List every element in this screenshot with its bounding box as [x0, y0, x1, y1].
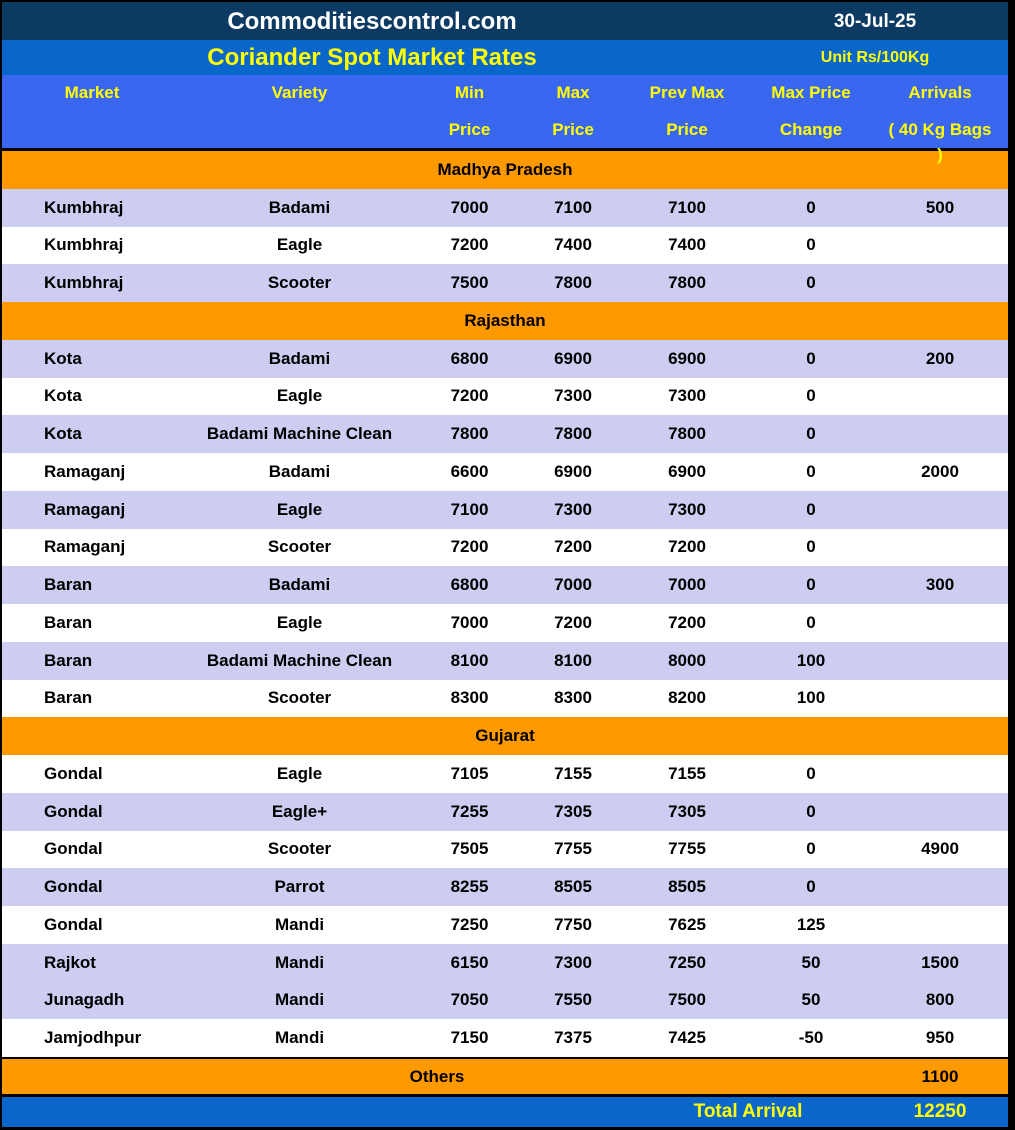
cell-market: Ramaganj: [44, 499, 126, 519]
cell-max-price-change: 100: [796, 650, 826, 670]
col-header-label: ( 40 Kg Bags: [888, 120, 992, 139]
section-title: Rajasthan: [464, 310, 546, 330]
col-header-prev-max-price: [624, 75, 750, 165]
cell-min-price: 7250: [450, 914, 489, 934]
cell-max-price-change: 0: [806, 877, 816, 897]
cell-prev-max-price: 7200: [668, 612, 706, 632]
table-row: [2, 1019, 1008, 1057]
cell-prev-max-price: 7300: [668, 386, 706, 406]
cell-prev-max-price: 7250: [668, 952, 706, 972]
cell-prev-max-price: 7425: [668, 1028, 706, 1048]
title-bar: [2, 40, 1008, 75]
cell-variety: Mandi: [274, 990, 325, 1010]
cell-market: Kumbhraj: [44, 197, 124, 217]
cell-min-price: 7150: [450, 1028, 489, 1048]
cell-arrivals: 800: [925, 990, 955, 1010]
cell-variety: Eagle: [276, 763, 323, 783]
cell-market: Kumbhraj: [44, 273, 124, 293]
table-row: [2, 491, 1008, 529]
cell-variety: Badami Machine Clean: [206, 424, 393, 444]
cell-prev-max-price: 8200: [668, 688, 706, 708]
cell-arrivals: 1500: [921, 952, 959, 972]
cell-variety: Badami: [268, 197, 331, 217]
cell-prev-max-price: 7625: [668, 914, 706, 934]
cell-market: Baran: [44, 688, 93, 708]
cell-market: Baran: [44, 612, 93, 632]
cell-market: Kota: [44, 386, 82, 406]
cell-max-price: 7305: [554, 801, 592, 821]
cell-variety: Eagle+: [271, 801, 328, 821]
cell-variety: Scooter: [267, 688, 332, 708]
col-header-arrivals: [872, 75, 1008, 165]
cell-variety: Mandi: [274, 952, 325, 972]
cell-max-price: 8100: [554, 650, 592, 670]
cell-arrivals: [872, 491, 1008, 529]
cell-max-price: 8300: [554, 688, 592, 708]
cell-arrivals: [872, 680, 1008, 718]
col-header-label: Price: [552, 120, 594, 139]
cell-variety: Eagle: [276, 499, 323, 519]
table-row: [2, 604, 1008, 642]
cell-min-price: 6150: [450, 952, 489, 972]
col-header-label: Variety: [271, 83, 328, 102]
others-arrivals-value: 1100: [921, 1066, 959, 1086]
section-header: [2, 302, 1008, 340]
cell-prev-max-price: 7800: [668, 273, 706, 293]
cell-prev-max-price: 7200: [668, 537, 706, 557]
cell-max-price-change: 0: [806, 839, 816, 859]
cell-variety: Badami: [268, 461, 331, 481]
cell-arrivals: [872, 642, 1008, 680]
cell-prev-max-price: 6900: [668, 461, 706, 481]
cell-arrivals: [872, 755, 1008, 793]
cell-max-price: 7750: [554, 914, 592, 934]
col-header-label: Min: [454, 83, 485, 102]
cell-market: Ramaganj: [44, 537, 126, 557]
cell-min-price: 7500: [450, 273, 489, 293]
cell-min-price: 7000: [450, 197, 489, 217]
table-row: [2, 529, 1008, 567]
cell-max-price: 7300: [554, 386, 592, 406]
cell-variety: Eagle: [276, 235, 323, 255]
cell-max-price: 7755: [554, 839, 592, 859]
top-bar: [2, 2, 1008, 40]
cell-max-price: 6900: [554, 348, 592, 368]
cell-variety: Eagle: [276, 386, 323, 406]
table-row: [2, 378, 1008, 416]
cell-max-price-change: 0: [806, 612, 816, 632]
cell-prev-max-price: 7800: [668, 424, 706, 444]
cell-max-price: 7100: [554, 197, 592, 217]
table-row: [2, 642, 1008, 680]
cell-market: Baran: [44, 650, 93, 670]
cell-prev-max-price: 7155: [668, 763, 706, 783]
cell-arrivals: 500: [925, 197, 955, 217]
cell-arrivals: 4900: [921, 839, 959, 859]
cell-max-price-change: 0: [806, 424, 816, 444]
cell-min-price: 7000: [450, 612, 489, 632]
cell-arrivals: 950: [925, 1028, 955, 1048]
others-section-row: [2, 1057, 1008, 1094]
cell-arrivals: 200: [925, 348, 955, 368]
cell-max-price: 7300: [554, 499, 592, 519]
cell-arrivals: [872, 906, 1008, 944]
cell-prev-max-price: 7400: [668, 235, 706, 255]
cell-max-price-change: 0: [806, 348, 816, 368]
col-header-label: Max: [556, 83, 590, 102]
cell-min-price: 7800: [450, 424, 489, 444]
cell-market: Gondal: [44, 839, 103, 859]
cell-prev-max-price: 7755: [668, 839, 706, 859]
cell-max-price: 7200: [554, 537, 592, 557]
cell-variety: Scooter: [267, 537, 332, 557]
cell-max-price-change: 0: [806, 801, 816, 821]
table-row: [2, 566, 1008, 604]
col-header-min-price: [417, 75, 522, 165]
cell-market: Ramaganj: [44, 461, 126, 481]
cell-min-price: 8100: [450, 650, 489, 670]
cell-min-price: 6600: [450, 461, 489, 481]
col-header-label: Prev Max: [649, 83, 725, 102]
section-title: Madhya Pradesh: [437, 159, 573, 179]
cell-max-price-change: 0: [806, 763, 816, 783]
others-label: Others: [409, 1066, 465, 1086]
cell-arrivals: 2000: [921, 461, 959, 481]
cell-market: Kota: [44, 424, 82, 444]
cell-market: Kota: [44, 348, 82, 368]
cell-prev-max-price: 7000: [668, 575, 706, 595]
cell-max-price-change: 50: [801, 952, 821, 972]
col-header-label: Market: [64, 83, 120, 102]
cell-variety: Scooter: [267, 273, 332, 293]
cell-max-price-change: 0: [806, 235, 816, 255]
section-header: [2, 717, 1008, 755]
col-header-variety: [182, 75, 417, 165]
cell-max-price: 7800: [554, 424, 592, 444]
cell-arrivals: 300: [925, 575, 955, 595]
cell-max-price-change: 0: [806, 499, 816, 519]
col-header-label: Arrivals: [908, 83, 972, 102]
cell-min-price: 7255: [450, 801, 489, 821]
cell-market: Junagadh: [44, 990, 125, 1010]
table-row: [2, 680, 1008, 718]
cell-arrivals: [872, 415, 1008, 453]
cell-prev-max-price: 8000: [668, 650, 706, 670]
cell-min-price: 6800: [450, 575, 489, 595]
cell-market: Gondal: [44, 801, 103, 821]
cell-variety: Badami Machine Clean: [206, 650, 393, 670]
cell-variety: Badami: [268, 575, 331, 595]
cell-max-price-change: 125: [796, 914, 826, 934]
table-body: [2, 151, 1008, 1057]
table-row: [2, 944, 1008, 982]
cell-market: Kumbhraj: [44, 235, 124, 255]
cell-market: Gondal: [44, 914, 103, 934]
cell-max-price-change: 50: [801, 990, 821, 1010]
section-title: Gujarat: [475, 726, 535, 746]
col-header-label: Change: [779, 120, 843, 139]
cell-max-price-change: 0: [806, 273, 816, 293]
cell-variety: Eagle: [276, 612, 323, 632]
cell-max-price: 7400: [554, 235, 592, 255]
table-row: [2, 264, 1008, 302]
table-row: [2, 340, 1008, 378]
col-header-label: Price: [448, 120, 491, 139]
col-header-label: Price: [666, 120, 708, 139]
total-spacer: [2, 1097, 624, 1127]
cell-prev-max-price: 7300: [668, 499, 706, 519]
table-row: [2, 982, 1008, 1020]
table-row: [2, 227, 1008, 265]
cell-arrivals: [872, 529, 1008, 567]
cell-max-price: 7155: [554, 763, 592, 783]
cell-market: Rajkot: [44, 952, 96, 972]
cell-arrivals: [872, 264, 1008, 302]
col-header-label: ): [937, 145, 943, 164]
cell-max-price-change: 0: [806, 386, 816, 406]
cell-market: Gondal: [44, 763, 103, 783]
cell-prev-max-price: 8505: [668, 877, 706, 897]
cell-variety: Scooter: [267, 839, 332, 859]
table-row: [2, 868, 1008, 906]
col-header-max-price-change: [750, 75, 872, 165]
cell-variety: Badami: [268, 348, 331, 368]
table-row: [2, 831, 1008, 869]
cell-prev-max-price: 6900: [668, 348, 706, 368]
cell-prev-max-price: 7500: [668, 990, 706, 1010]
cell-min-price: 7100: [450, 499, 489, 519]
total-arrival-label: Total Arrival: [693, 1101, 803, 1122]
cell-max-price-change: -50: [798, 1028, 824, 1048]
cell-min-price: 7105: [450, 763, 489, 783]
report-date: 30-Jul-25: [833, 11, 917, 32]
cell-arrivals: [872, 604, 1008, 642]
cell-max-price: 7000: [554, 575, 592, 595]
cell-arrivals: [872, 868, 1008, 906]
cell-variety: Parrot: [274, 877, 325, 897]
col-header-label: Max Price: [771, 83, 851, 102]
cell-arrivals: [872, 227, 1008, 265]
cell-market: Jamjodhpur: [44, 1028, 142, 1048]
cell-max-price: 7200: [554, 612, 592, 632]
cell-prev-max-price: 7305: [668, 801, 706, 821]
cell-min-price: 8300: [450, 688, 489, 708]
cell-market: Gondal: [44, 877, 103, 897]
cell-prev-max-price: 7100: [668, 197, 706, 217]
col-header-max-price: [522, 75, 624, 165]
cell-min-price: 7200: [450, 235, 489, 255]
cell-max-price: 8505: [554, 877, 592, 897]
cell-variety: Mandi: [274, 1028, 325, 1048]
table-row: [2, 415, 1008, 453]
unit-label: Unit Rs/100Kg: [820, 49, 930, 66]
table-row: [2, 453, 1008, 491]
cell-max-price-change: 0: [806, 575, 816, 595]
table-row: [2, 189, 1008, 227]
cell-arrivals: [872, 378, 1008, 416]
col-header-market: [2, 75, 182, 165]
table-row: [2, 755, 1008, 793]
cell-min-price: 6800: [450, 348, 489, 368]
cell-min-price: 8255: [450, 877, 489, 897]
cell-max-price: 7375: [554, 1028, 592, 1048]
cell-market: Baran: [44, 575, 93, 595]
cell-arrivals: [872, 793, 1008, 831]
total-arrival-value: 12250: [913, 1101, 967, 1122]
cell-min-price: 7200: [450, 386, 489, 406]
cell-max-price: 6900: [554, 461, 592, 481]
cell-max-price-change: 0: [806, 461, 816, 481]
column-header-row: [2, 75, 1008, 164]
cell-max-price-change: 0: [806, 537, 816, 557]
cell-max-price-change: 100: [796, 688, 826, 708]
cell-max-price: 7300: [554, 952, 592, 972]
cell-max-price-change: 0: [806, 197, 816, 217]
site-title: Commoditiescontrol.com: [227, 8, 517, 35]
page-title: Coriander Spot Market Rates: [207, 44, 537, 71]
cell-min-price: 7505: [450, 839, 489, 859]
cell-min-price: 7200: [450, 537, 489, 557]
cell-max-price: 7800: [554, 273, 592, 293]
total-arrival-row: [2, 1094, 1008, 1127]
cell-min-price: 7050: [450, 990, 489, 1010]
cell-max-price: 7550: [554, 990, 592, 1010]
table-row: [2, 906, 1008, 944]
table-row: [2, 793, 1008, 831]
cell-variety: Mandi: [274, 914, 325, 934]
